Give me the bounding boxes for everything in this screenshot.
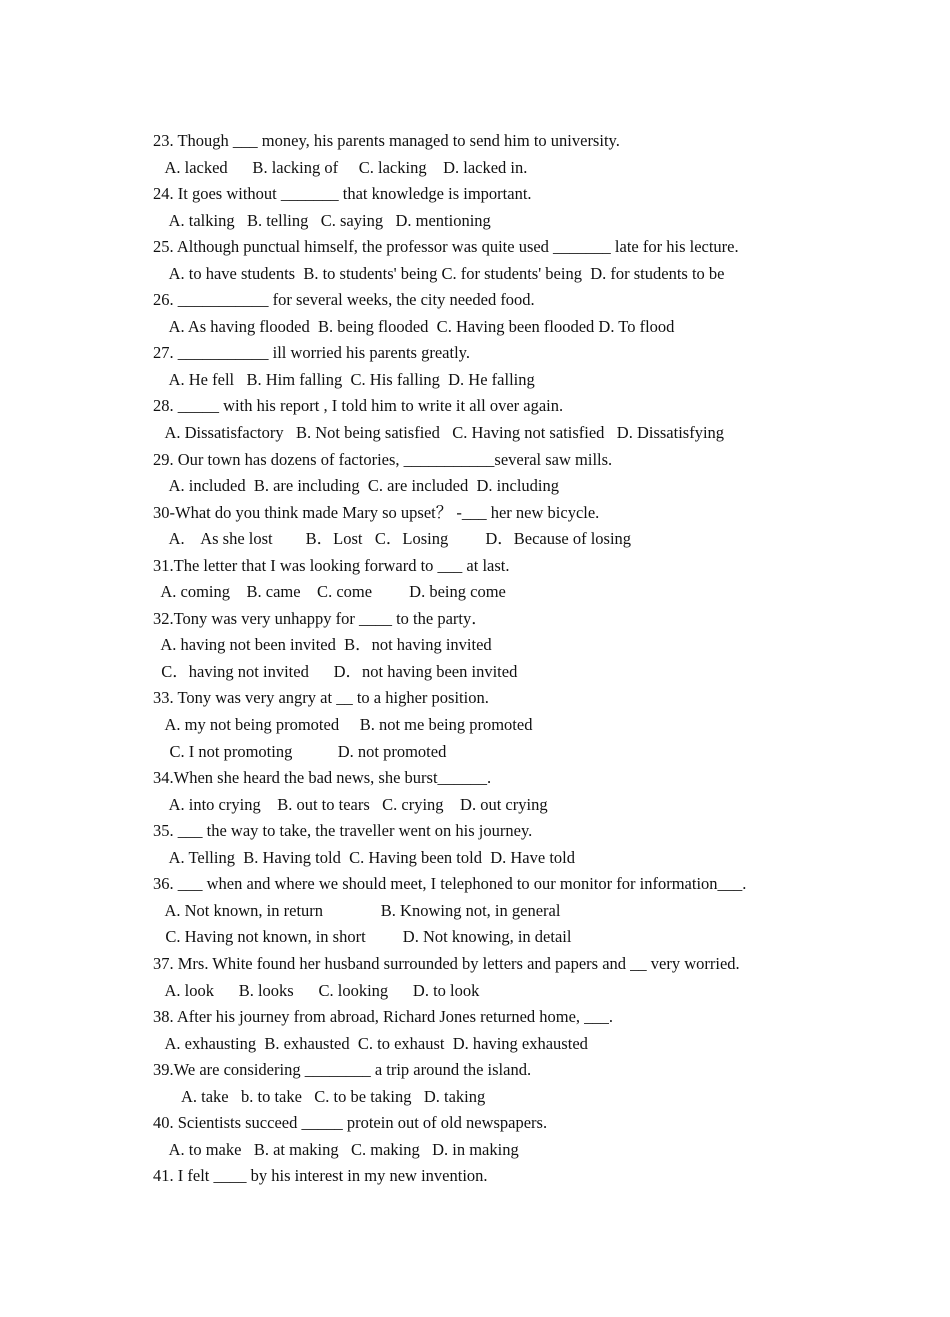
question-25: 25. Although punctual himself, the professor was quite used _______ late for his lecture. [153,237,739,257]
options-28: A. Dissatisfactory B. Not being satisfied C. Having not satisfied D. Dissatisfying [153,423,725,443]
question-40: 40. Scientists succeed _____ protein out of old newspapers. [153,1113,548,1133]
options-24: A. talking B. telling C. saying D. mentioning [153,210,491,230]
question-37: 37. Mrs. White found her husband surrounded by letters and papers and __ very worried. [153,953,740,973]
question-36: 36. ___ when and where we should meet, I telephoned to our monitor for information___. [153,874,747,894]
options-32-line-1: A. having not been invited B．not having invited [153,635,492,655]
question-29: 29. Our town has dozens of factories, ___________several saw mills. [153,449,613,469]
options-33-line-2: C. I not promoting D. not promoted [153,741,447,761]
question-26: 26. ___________ for several weeks, the city needed food. [153,290,535,310]
question-31: 31.The letter that I was looking forward to ___ at last. [153,555,510,575]
options-26: A. As having flooded B. being flooded C. Having been flooded D. To flood [153,316,675,336]
question-23: 23. Though ___ money, his parents managed to send him to university. [153,131,620,150]
question-41: 41. I felt ____ by his interest in my new invention. [153,1166,488,1186]
options-25: A. to have students B. to students' being C. for students' being D. for students to be [153,263,725,283]
options-30: A. As she lost B．Lost C．Losing D．Because of losing [153,529,632,549]
options-40: A. to make B. at making C. making D. in making [153,1139,519,1159]
question-38: 38. After his journey from abroad, Richard Jones returned home, ___. [153,1007,614,1027]
question-33: 33. Tony was very angry at __ to a higher position. [153,688,489,708]
question-35: 35. ___ the way to take, the traveller went on his journey. [153,821,533,841]
question-39: 39.We are considering ________ a trip around the island. [153,1060,532,1080]
options-39: A. take b. to take C. to be taking D. taking [153,1086,486,1106]
options-32-line-2: C．having not invited D．not having been invited [153,661,518,681]
options-31: A. coming B. came C. come D. being come [153,582,506,602]
question-27: 27. ___________ ill worried his parents greatly. [153,343,470,363]
question-30: 30-What do you think made Mary so upset？ -___ her new bicycle. [153,502,600,522]
options-34: A. into crying B. out to tears C. crying D. out crying [153,794,548,814]
options-38: A. exhausting B. exhausted C. to exhaust D. having exhausted [153,1033,588,1053]
question-list [153,128,853,1190]
options-33-line-1: A. my not being promoted B. not me being promoted [153,715,533,735]
options-37: A. look B. looks C. looking D. to look [153,980,480,1000]
options-36-line-2: C. Having not known, in short D. Not knowing, in detail [153,927,572,947]
question-24: 24. It goes without _______ that knowledge is important. [153,184,532,204]
options-36-line-1: A. Not known, in return B. Knowing not, in general [153,900,561,920]
question-34: 34.When she heard the bad news, she burst______. [153,768,492,788]
options-29: A. included B. are including C. are included D. including [153,476,559,496]
question-32: 32.Tony was very unhappy for ____ to the party． [153,608,488,628]
options-35: A. Telling B. Having told C. Having been told D. Have told [153,847,575,867]
options-27: A. He fell B. Him falling C. His falling D. He falling [153,369,535,389]
options-23: A. lacked B. lacking of C. lacking D. lacked in. [153,157,528,177]
question-28: 28. _____ with his report , I told him to write it all over again. [153,396,564,416]
